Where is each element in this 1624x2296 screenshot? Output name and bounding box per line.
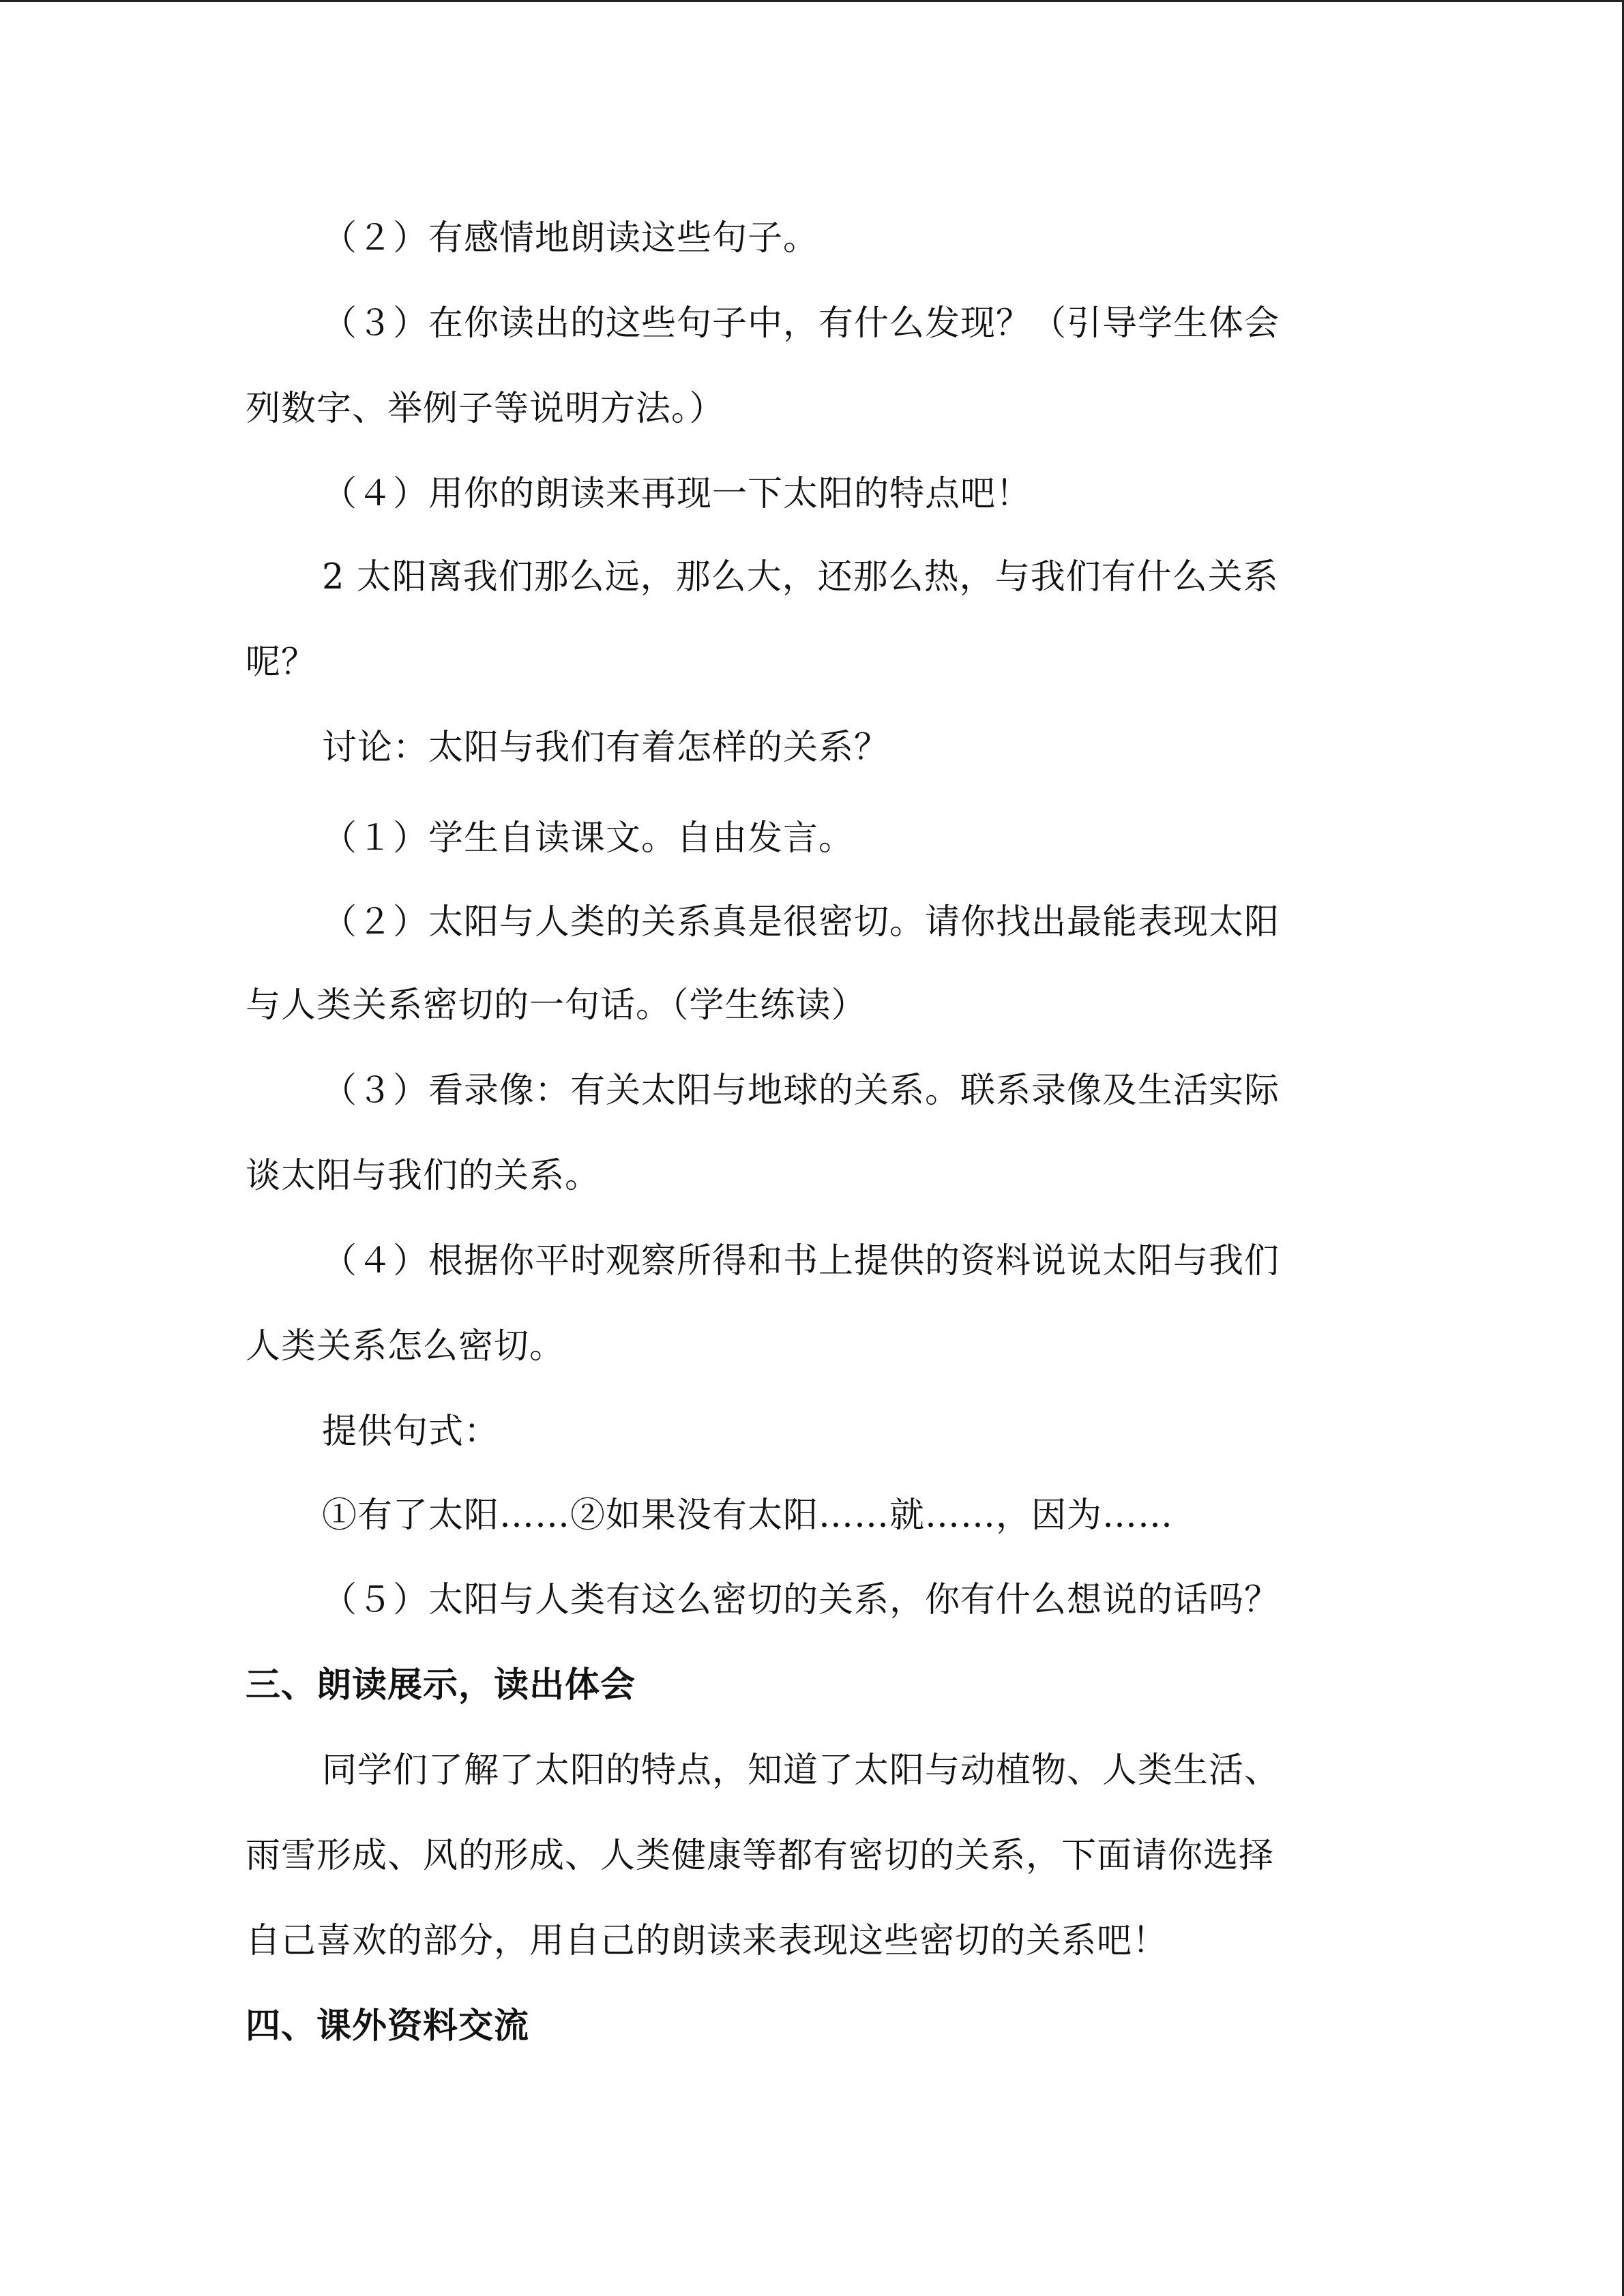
- section-heading: 三、朗读展示，读出体会: [246, 1665, 636, 1705]
- paragraph-line: （４）用你的朗读来再现一下太阳的特点吧！: [322, 474, 1032, 514]
- paragraph-line: 雨雪形成、风的形成、人类健康等都有密切的关系，下面请你选择: [246, 1836, 1275, 1876]
- paragraph-line: （３）看录像：有关太阳与地球的关系。联系录像及生活实际: [322, 1071, 1280, 1111]
- paragraph-line: 提供句式：: [322, 1412, 500, 1452]
- paragraph-line: 2 太阳离我们那么远，那么大，还那么热，与我们有什么关系: [322, 557, 1279, 597]
- paragraph-line: （２）太阳与人类的关系真是很密切。请你找出最能表现太阳: [322, 902, 1280, 942]
- paragraph-line: 列数字、举例子等说明方法。）: [246, 389, 725, 429]
- paragraph-line: 自己喜欢的部分，用自己的朗读来表现这些密切的关系吧！: [246, 1921, 1168, 1961]
- paragraph-line: （１）学生自读课文。自由发言。: [322, 818, 855, 859]
- page-top-border: [0, 0, 1624, 2]
- paragraph-line: （２）有感情地朗读这些句子。: [322, 218, 819, 258]
- paragraph-line: ①有了太阳……②如果没有太阳……就……，因为……: [322, 1495, 1174, 1536]
- paragraph-line: 谈太阳与我们的关系。: [246, 1156, 601, 1196]
- paragraph-line: 同学们了解了太阳的特点，知道了太阳与动植物、人类生活、: [322, 1750, 1280, 1791]
- paragraph-line: 呢？: [246, 642, 317, 683]
- section-heading: 四、课外资料交流: [246, 2006, 530, 2046]
- paragraph-line: （４）根据你平时观察所得和书上提供的资料说说太阳与我们: [322, 1241, 1280, 1281]
- paragraph-line: 与人类关系密切的一句话。（学生练读）: [246, 985, 867, 1026]
- paragraph-line: （５）太阳与人类有这么密切的关系，你有什么想说的话吗？: [322, 1580, 1280, 1620]
- paragraph-line: 人类关系怎么密切。: [246, 1326, 565, 1367]
- paragraph-line: （３）在你读出的这些句子中，有什么发现？（引导学生体会: [322, 303, 1280, 344]
- paragraph-line: 讨论：太阳与我们有着怎样的关系？: [322, 728, 890, 768]
